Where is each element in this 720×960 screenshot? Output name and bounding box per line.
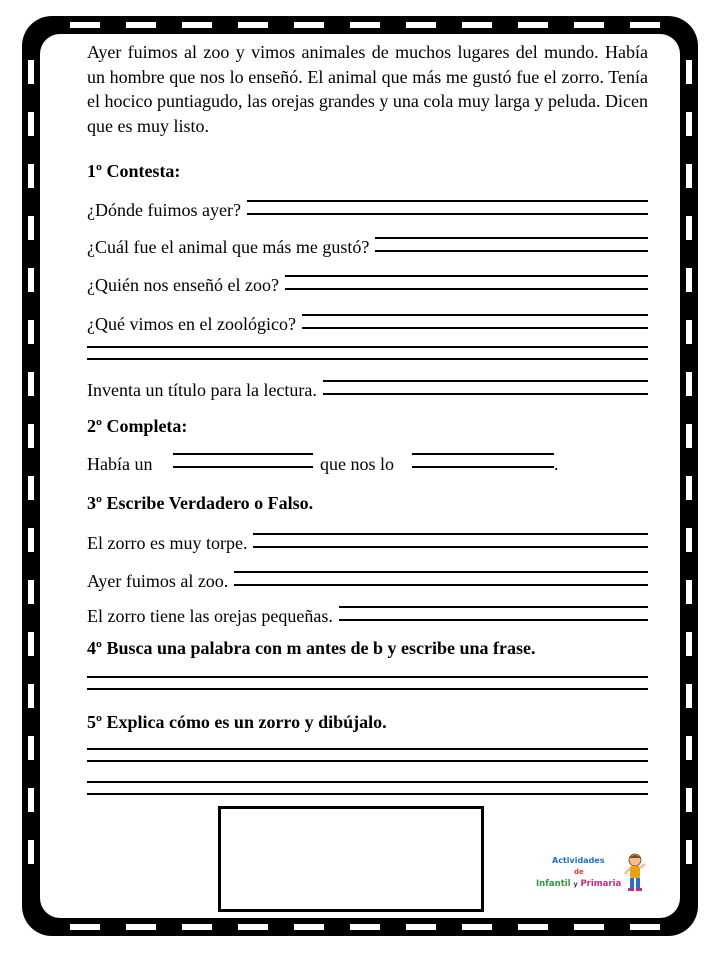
answer-lines[interactable]	[234, 569, 648, 591]
border-dash	[182, 924, 212, 930]
complete-part3: .	[554, 454, 559, 474]
border-dash	[686, 424, 692, 448]
section5-heading: 5º Explica cómo es un zorro y dibújalo.	[87, 712, 387, 732]
section4-heading: 4º Busca una palabra con m antes de b y escribe una frase.	[87, 638, 536, 658]
question-row	[87, 304, 648, 334]
border-dash	[238, 924, 268, 930]
question-text: ¿Cuál fue el animal que más me gustó?	[87, 237, 370, 257]
border-dash	[462, 22, 492, 28]
border-dash	[686, 372, 692, 396]
border-dash	[686, 268, 692, 292]
border-dash	[686, 840, 692, 864]
border-dash	[350, 22, 380, 28]
question-row	[87, 190, 648, 220]
border-dash	[686, 476, 692, 500]
border-dash	[686, 788, 692, 812]
complete-row	[87, 445, 648, 475]
answer-lines[interactable]	[339, 604, 648, 626]
question-row	[87, 227, 648, 257]
answer-lines-full[interactable]	[87, 676, 648, 692]
complete-part2: que nos lo	[320, 454, 394, 474]
border-dash	[406, 924, 436, 930]
border-dash	[518, 22, 548, 28]
answer-lines[interactable]	[253, 531, 648, 553]
border-dash	[28, 216, 34, 240]
border-dash	[28, 372, 34, 396]
border-dash	[574, 22, 604, 28]
question-text: ¿Quién nos enseñó el zoo?	[87, 275, 279, 295]
title-prompt: Inventa un título para la lectura.	[87, 380, 317, 400]
border-dash	[686, 684, 692, 708]
complete-blank-2[interactable]	[412, 451, 554, 473]
border-dash	[126, 22, 156, 28]
drawing-box[interactable]	[218, 806, 484, 912]
border-dash	[28, 736, 34, 760]
border-dash	[28, 268, 34, 292]
answer-lines[interactable]	[302, 312, 648, 334]
logo-word-primaria: Primaria	[580, 879, 622, 889]
logo-line3	[536, 879, 621, 889]
reading-passage: Ayer fuimos al zoo y vimos animales de muchos lugares del mundo. Había un hombre que nos lo enseñó. El animal que más me gustó fue el zorro. Tenía el hocico puntiagudo, las orejas grandes y una cola muy larga y peluda. Dicen que es muy listo.	[87, 42, 648, 136]
answer-lines[interactable]	[285, 273, 648, 295]
statement-text: El zorro es muy torpe.	[87, 533, 248, 553]
border-dash	[686, 164, 692, 188]
complete-blank-1[interactable]	[173, 451, 313, 473]
logo-line1: Actividades	[552, 856, 605, 865]
section3-heading: 3º Escribe Verdadero o Falso.	[87, 493, 314, 513]
border-dash	[126, 924, 156, 930]
answer-lines[interactable]	[323, 378, 648, 400]
border-dash	[462, 924, 492, 930]
border-dash	[182, 22, 212, 28]
question-text: ¿Dónde fuimos ayer?	[87, 200, 241, 220]
statement-row	[87, 523, 648, 553]
border-dash	[686, 632, 692, 656]
border-dash	[686, 112, 692, 136]
section1-heading: 1º Contesta:	[87, 161, 181, 181]
question-row	[87, 265, 648, 295]
border-dash	[28, 580, 34, 604]
border-dash	[70, 924, 100, 930]
complete-part1: Había un	[87, 454, 153, 474]
statement-row	[87, 596, 648, 626]
border-dash	[630, 22, 660, 28]
border-dash	[406, 22, 436, 28]
child-mascot-icon	[624, 852, 646, 894]
border-dash	[70, 22, 100, 28]
statement-row	[87, 561, 648, 591]
border-dash	[686, 216, 692, 240]
border-dash	[686, 60, 692, 84]
statement-text: Ayer fuimos al zoo.	[87, 571, 229, 591]
answer-lines-full[interactable]	[87, 748, 648, 764]
border-dash	[294, 22, 324, 28]
answer-lines[interactable]	[247, 198, 648, 220]
border-dash	[294, 924, 324, 930]
border-dash	[686, 528, 692, 552]
answer-lines-full[interactable]	[87, 346, 648, 362]
border-dash	[686, 580, 692, 604]
logo-word-infantil: Infantil	[536, 879, 571, 889]
border-dash	[686, 320, 692, 344]
border-dash	[630, 924, 660, 930]
border-dash	[686, 736, 692, 760]
border-dash	[28, 684, 34, 708]
border-dash	[28, 840, 34, 864]
border-dash	[28, 788, 34, 812]
border-dash	[28, 60, 34, 84]
answer-lines[interactable]	[375, 235, 648, 257]
border-dash	[238, 22, 268, 28]
section2-heading: 2º Completa:	[87, 416, 188, 436]
border-dash	[28, 632, 34, 656]
logo-word-y: y	[573, 881, 578, 888]
question-row	[87, 370, 648, 400]
border-dash	[28, 424, 34, 448]
border-dash	[518, 924, 548, 930]
border-dash	[28, 320, 34, 344]
border-dash	[28, 164, 34, 188]
border-dash	[574, 924, 604, 930]
border-dash	[28, 528, 34, 552]
border-dash	[28, 112, 34, 136]
border-dash	[28, 476, 34, 500]
logo-line2: de	[574, 868, 584, 876]
publisher-logo	[536, 852, 646, 896]
statement-text: El zorro tiene las orejas pequeñas.	[87, 606, 333, 626]
border-dash	[350, 924, 380, 930]
answer-lines-full[interactable]	[87, 781, 648, 797]
question-text: ¿Qué vimos en el zoológico?	[87, 314, 296, 334]
